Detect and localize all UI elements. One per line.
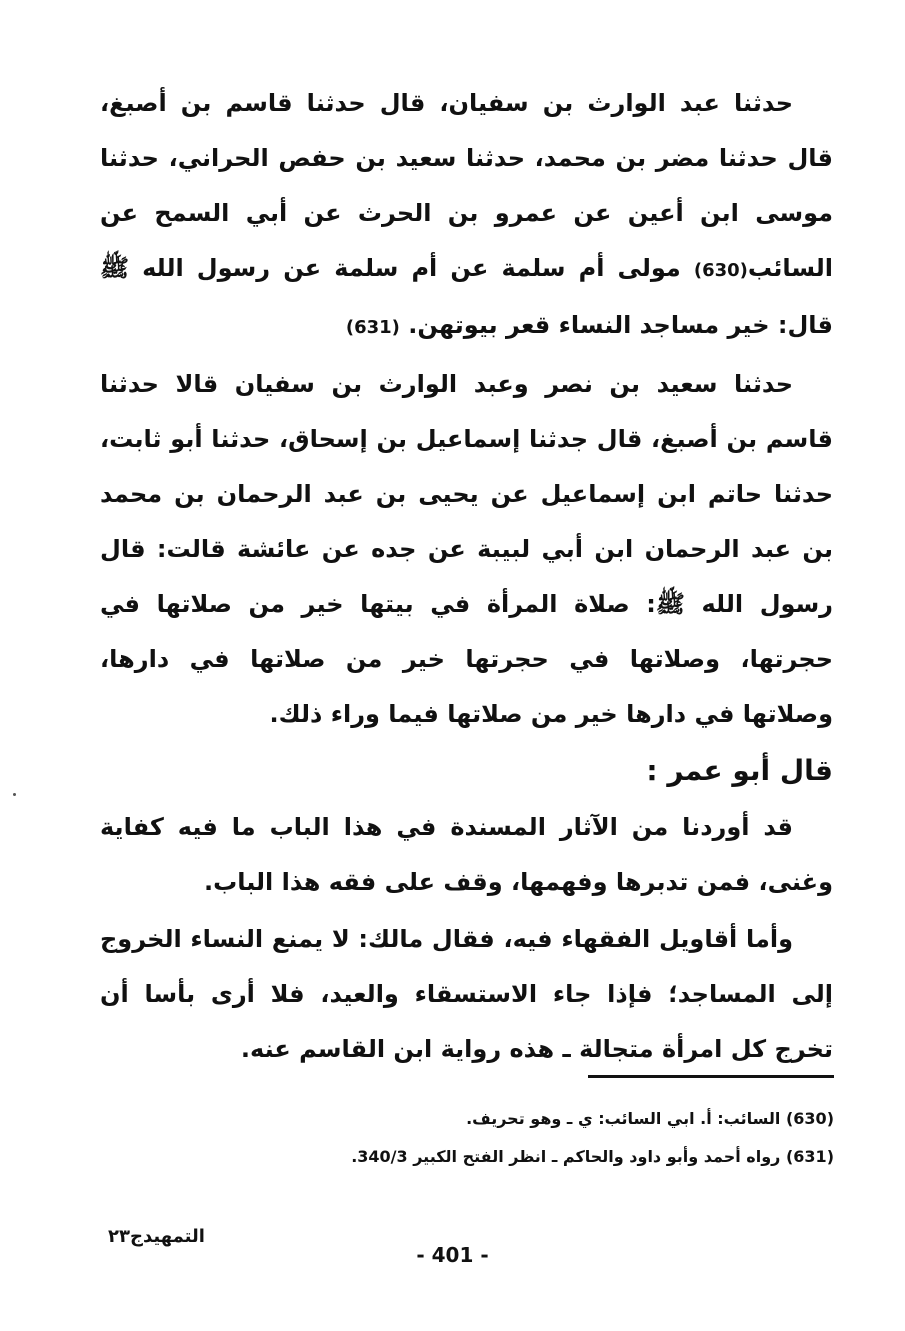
paragraph-1-text-b: مولى أم سلمة عن أم سلمة عن رسول الله ﷺ قال: خير مساجد النساء قعر بيوتهن. xyxy=(100,254,833,339)
book-volume-label: التمهيدج٢٣ xyxy=(108,1226,205,1247)
paragraph-3: قد أوردنا من الآثار المسندة في هذا الباب ما فيه كفاية وغنى، فمن تدبرها وفهمها، وقف على فقه هذا الباب. xyxy=(100,813,833,896)
footnote-630: (630) السائب: أ. ابي السائب: ي ـ وهو تحريف. xyxy=(466,1109,834,1128)
paragraph-1-text-a: حدثنا عبد الوارث بن سفيان، قال حدثنا قاسم بن أصبغ، قال حدثنا مضر بن محمد، حدثنا سعيد بن حفص الحراني، حدثنا موسى ابن أعين عن عمرو بن الحرث عن أبي السمح عن السائب xyxy=(100,89,833,282)
footnote-divider xyxy=(588,1075,834,1078)
footnotes xyxy=(300,1100,834,1176)
footnote-ref-630: (630) xyxy=(693,260,748,281)
scan-speck xyxy=(13,793,16,796)
section-heading: قال أبو عمر : xyxy=(646,754,833,787)
paragraph-1 xyxy=(100,76,833,355)
footnote-631: (631) رواه أحمد وأبو داود والحاكم ـ انظر الفتح الكبير 340/3. xyxy=(351,1147,834,1166)
main-text xyxy=(100,76,833,1077)
page-number: - 401 - xyxy=(416,1243,489,1267)
paragraph-2: حدثنا سعيد بن نصر وعبد الوارث بن سفيان قالا حدثنا قاسم بن أصبغ، قال جدثنا إسماعيل بن إسحاق، حدثنا أبو ثابت، حدثنا حاتم ابن إسماعيل عن يحيى بن عبد الرحمان بن محمد بن عبد الرحمان ابن أبي لبيبة عن جده عن عائشة قالت: قال رسول الله ﷺ: صلاة المرأة في بيتها خير من صلاتها في حجرتها، وصلاتها في حجرتها خير من صلاتها في دارها، وصلاتها في دارها خير من صلاتها فيما وراء ذلك. xyxy=(100,370,833,728)
footnote-ref-631: (631) xyxy=(345,317,400,338)
paragraph-4: وأما أقاويل الفقهاء فيه، فقال مالك: لا يمنع النساء الخروج إلى المساجد؛ فإذا جاء الاستسقاء والعيد، فلا أرى بأسا أن تخرج كل امرأة متجالة ـ هذه رواية ابن القاسم عنه. xyxy=(100,925,833,1063)
